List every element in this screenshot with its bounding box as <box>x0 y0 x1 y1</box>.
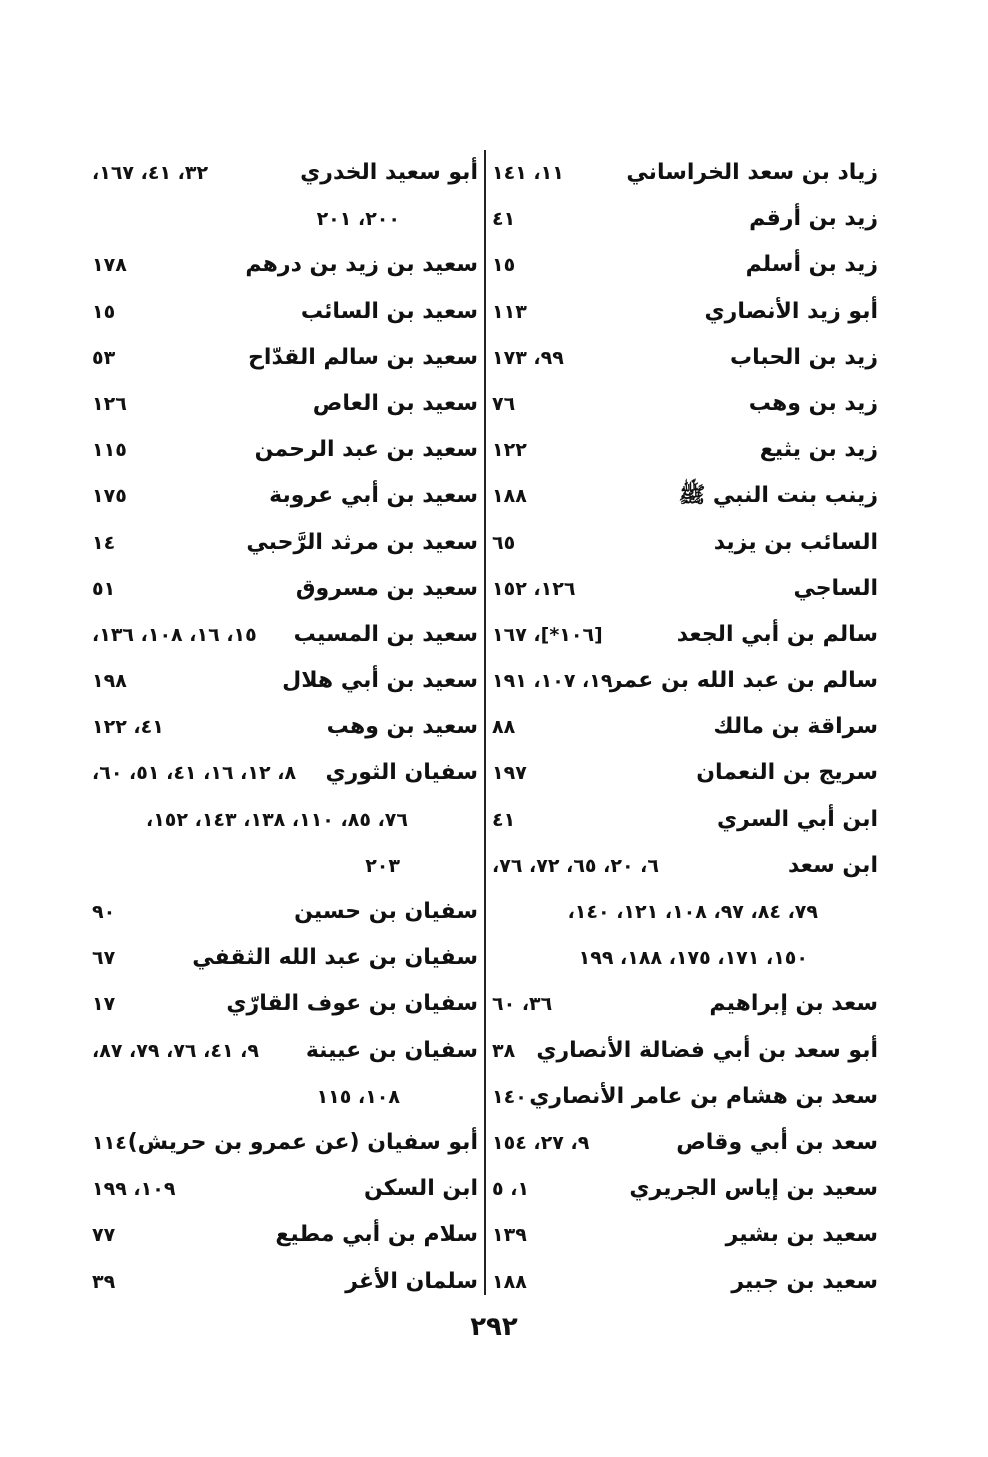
entry-page-refs: ١، ٥ <box>492 1178 530 1201</box>
entry-name: أبو زيد الأنصاري <box>704 298 878 324</box>
entry-name: ابن أبي السري <box>716 806 878 832</box>
index-entry <box>92 658 478 704</box>
entry-name: سعيد بن أبي هلال <box>282 668 478 694</box>
entry-name: الساجي <box>793 575 878 601</box>
index-entry <box>92 1028 478 1074</box>
index-entry <box>492 427 878 473</box>
index-entry <box>492 704 878 750</box>
entry-name: سعد بن إبراهيم <box>709 991 878 1017</box>
index-entry <box>492 797 878 843</box>
entry-name: سفيان بن عيينة <box>305 1037 478 1063</box>
index-entry <box>92 750 478 796</box>
index-entry <box>92 981 478 1027</box>
entry-page-refs: ٣٩ <box>92 1270 116 1293</box>
entry-name: أبو سعد بن أبي فضالة الأنصاري <box>536 1037 878 1063</box>
entry-name: سعيد بن وهب <box>326 714 478 740</box>
continued-page-refs: ٧٩، ٨٤، ٩٧، ١٠٨، ١٢١، ١٤٠، <box>567 901 818 923</box>
entry-name: سعيد بن زيد بن درهم <box>245 252 478 278</box>
entry-page-refs: ٦٥ <box>492 531 516 554</box>
entry-page-refs: ١٩، ١٠٧، ١٩١ <box>492 670 613 693</box>
index-entry <box>492 658 878 704</box>
entry-page-refs: ٨٨ <box>492 716 516 739</box>
entry-page-refs: ٣٦، ٦٠ <box>492 993 553 1016</box>
index-entry <box>92 473 478 519</box>
entry-page-refs: ٧٧ <box>92 1224 116 1247</box>
entry-page-refs: ٤١ <box>492 208 516 231</box>
entry-name: سفيان بن عوف القارّي <box>226 991 478 1017</box>
index-column-right <box>492 150 878 1305</box>
index-entry <box>92 612 478 658</box>
index-entry <box>492 196 878 242</box>
entry-page-refs: ١٢٢ <box>492 439 527 462</box>
index-entry <box>92 242 478 288</box>
index-entry <box>92 566 478 612</box>
entry-page-refs: ١٨٨ <box>492 485 527 508</box>
index-entry <box>492 750 878 796</box>
entry-page-refs: ٣٢، ٤١، ١٦٧، <box>92 162 209 184</box>
entry-name: سعيد بن العاص <box>312 390 478 416</box>
continued-page-refs: ٢٠٠، ٢٠١ <box>316 208 400 231</box>
entry-name: زياد بن سعد الخراساني <box>626 160 878 185</box>
index-entry <box>92 381 478 427</box>
entry-name: سعد بن هشام بن عامر الأنصاري <box>529 1083 878 1109</box>
entry-page-refs: ١٩٧ <box>492 762 527 785</box>
index-entry <box>492 1212 878 1258</box>
entry-page-refs: ١٥ <box>492 254 516 277</box>
entry-page-refs: ١١٥ <box>92 439 127 462</box>
entry-name: سعيد بن سالم القدّاح <box>248 344 478 370</box>
entry-name: سالم بن عبد الله بن عمر <box>609 668 878 694</box>
entry-page-refs: ١١٣ <box>492 300 527 323</box>
index-entry <box>492 242 878 288</box>
index-entry <box>92 1259 478 1305</box>
entry-page-refs: ٣٨ <box>492 1039 516 1062</box>
index-entry <box>492 473 878 519</box>
entry-name: السائب بن يزيد <box>713 529 878 555</box>
entry-name: سراقة بن مالك <box>713 714 878 740</box>
entry-name: سفيان الثوري <box>325 760 478 786</box>
index-entry <box>92 1074 478 1120</box>
entry-page-refs: ٥٣ <box>92 346 116 369</box>
entry-name: ابن السكن <box>363 1176 478 1202</box>
entry-page-refs: ١٧ <box>92 993 116 1016</box>
column-divider <box>484 150 486 1295</box>
index-entry <box>92 150 478 196</box>
entry-page-refs: ١٧٨ <box>92 254 127 277</box>
entry-name: زيد بن يثيع <box>759 437 878 463</box>
index-entry <box>492 1028 878 1074</box>
index-entry <box>492 1259 878 1305</box>
index-entry <box>92 797 478 843</box>
entry-page-refs: [١٠٦*]، ١٦٧ <box>492 623 603 646</box>
entry-page-refs: ١٥، ١٦، ١٠٨، ١٣٦، <box>92 623 257 646</box>
entry-name: زيد بن أسلم <box>745 252 878 278</box>
entry-name: زينب بنت النبي ﷺ <box>678 483 878 509</box>
entry-name: سعيد بن أبي عروبة <box>269 483 478 509</box>
entry-page-refs: ١١٤ <box>92 1131 127 1154</box>
continued-page-refs: ٢٠٣ <box>365 854 400 877</box>
index-entry <box>92 427 478 473</box>
index-entry <box>492 381 878 427</box>
index-entry <box>492 1166 878 1212</box>
entry-page-refs: ١٥ <box>92 300 116 323</box>
index-entry <box>92 1166 478 1212</box>
index-entry <box>92 1120 478 1166</box>
entry-page-refs: ١٨٨ <box>492 1270 527 1293</box>
entry-page-refs: ٩٠ <box>92 901 116 923</box>
entry-page-refs: ١١، ١٤١ <box>492 162 564 184</box>
entry-name: سلام بن أبي مطيع <box>275 1222 478 1248</box>
entry-page-refs: ٨، ١٢، ١٦، ٤١، ٥١، ٦٠، <box>92 762 297 785</box>
continued-page-refs: ١٥٠، ١٧١، ١٧٥، ١٨٨، ١٩٩ <box>578 947 808 970</box>
index-entry <box>92 935 478 981</box>
index-entry <box>492 566 878 612</box>
index-entry <box>492 1120 878 1166</box>
index-entry <box>92 520 478 566</box>
index-entry <box>492 612 878 658</box>
entry-page-refs: ٥١ <box>92 577 116 600</box>
entry-page-refs: ١٣٩ <box>492 1224 527 1247</box>
entry-page-refs: ٦، ٢٠، ٦٥، ٧٢، ٧٦، <box>492 854 660 877</box>
entry-name: سعيد بن السائب <box>300 298 478 324</box>
entry-page-refs: ١٩٨ <box>92 670 127 693</box>
index-entry <box>92 1212 478 1258</box>
index-entry <box>92 335 478 381</box>
index-entry <box>92 704 478 750</box>
entry-name: سعد بن أبي وقاص <box>676 1129 878 1155</box>
index-entry <box>492 889 878 935</box>
index-entry <box>492 935 878 981</box>
entry-name: سالم بن أبي الجعد <box>676 621 878 647</box>
entry-page-refs: ٤١، ١٢٢ <box>92 716 164 739</box>
index-entry <box>492 150 878 196</box>
index-entry <box>92 196 478 242</box>
index-entry <box>92 289 478 335</box>
entry-name: زيد بن وهب <box>748 390 878 416</box>
entry-name: سفيان بن حسين <box>294 899 478 924</box>
entry-name: سعيد بن المسيب <box>293 621 478 647</box>
index-column-left <box>92 150 478 1305</box>
entry-page-refs: ٧٦ <box>492 392 516 415</box>
entry-name: سعيد بن عبد الرحمن <box>254 437 478 463</box>
index-entry <box>492 981 878 1027</box>
entry-page-refs: ٦٧ <box>92 947 116 970</box>
entry-name: أبو سعيد الخدري <box>300 160 478 185</box>
entry-page-refs: ٩٩، ١٧٣ <box>492 346 564 369</box>
entry-page-refs: ٩، ٢٧، ١٥٤ <box>492 1131 590 1154</box>
index-entry <box>492 1074 878 1120</box>
entry-name: سعيد بن مرثد الرَّحبي <box>246 529 478 555</box>
index-entry <box>492 843 878 889</box>
entry-page-refs: ١٤٠ <box>492 1085 527 1108</box>
entry-name: سعيد بن إياس الجريري <box>629 1176 878 1202</box>
entry-name: سريج بن النعمان <box>696 760 878 786</box>
entry-name: زيد بن الحباب <box>729 344 878 370</box>
entry-name: ابن سعد <box>787 852 878 878</box>
index-entry <box>92 843 478 889</box>
entry-page-refs: ١٤ <box>92 531 116 554</box>
entry-page-refs: ١٢٦، ١٥٢ <box>492 577 576 600</box>
entry-name: سعيد بن جبير <box>731 1268 878 1294</box>
continued-page-refs: ٧٦، ٨٥، ١١٠، ١٣٨، ١٤٣، ١٥٢، <box>145 808 408 831</box>
page-number: ٢٩٢ <box>470 1312 518 1342</box>
entry-page-refs: ٤١ <box>492 808 516 831</box>
entry-name: سعيد بن بشير <box>725 1222 878 1248</box>
entry-name: سلمان الأغر <box>345 1268 478 1294</box>
entry-name: زيد بن أرقم <box>749 206 878 232</box>
index-entry <box>492 520 878 566</box>
entry-page-refs: ١٠٩، ١٩٩ <box>92 1178 176 1201</box>
index-entry <box>492 335 878 381</box>
entry-page-refs: ١٢٦ <box>92 392 127 415</box>
index-entry <box>92 889 478 935</box>
index-entry <box>492 289 878 335</box>
entry-name: سفيان بن عبد الله الثقفي <box>192 945 478 971</box>
entry-name: سعيد بن مسروق <box>295 575 478 601</box>
continued-page-refs: ١٠٨، ١١٥ <box>316 1085 400 1108</box>
entry-page-refs: ١٧٥ <box>92 485 127 508</box>
entry-name: أبو سفيان (عن عمرو بن حريش) <box>127 1129 478 1155</box>
entry-page-refs: ٩، ٤١، ٧٦، ٧٩، ٨٧، <box>92 1039 260 1062</box>
